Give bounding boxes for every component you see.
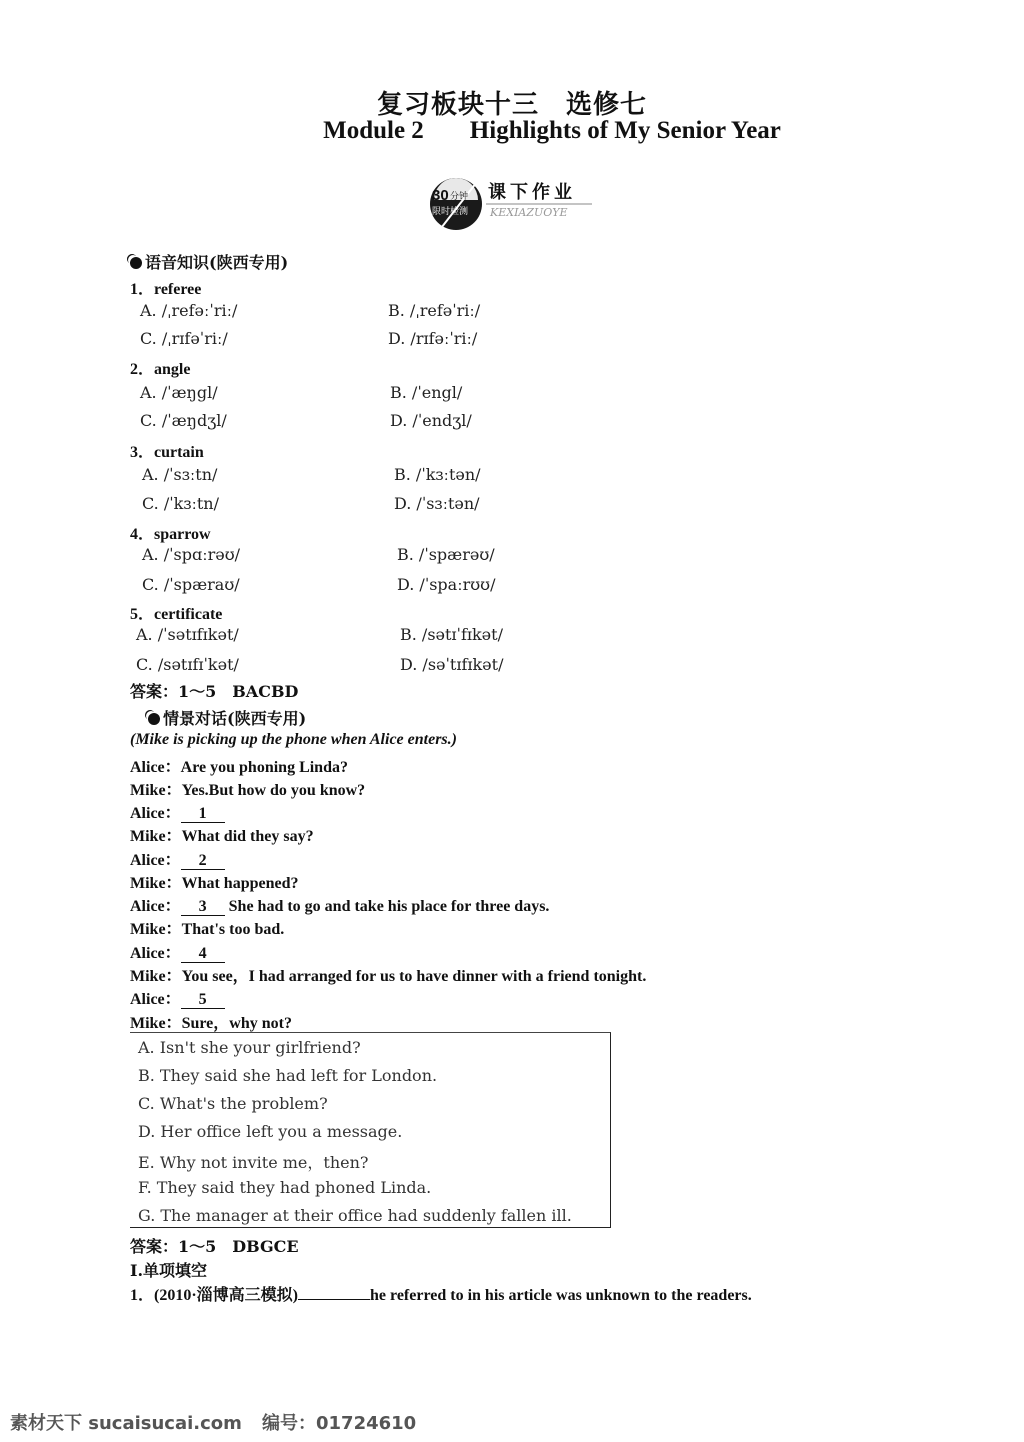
q1-option-a: A. /ˌrefəːˈriː/ bbox=[140, 301, 238, 320]
question-4: 4．sparrow bbox=[130, 526, 211, 543]
dialogue-line: Mike：What happened? bbox=[130, 875, 299, 892]
dialogue-line: Mike：Sure，why not? bbox=[130, 1015, 292, 1032]
dialogue-line: Mike：You see，I had arranged for us to have dinner with a friend tonight. bbox=[130, 968, 647, 985]
dialogue-line: Mike：That's too bad. bbox=[130, 921, 285, 938]
question-1: 1．referee bbox=[130, 281, 202, 298]
dialogue-line: Mike：What did they say? bbox=[130, 828, 314, 845]
dialogue-line: Alice： 5 bbox=[130, 986, 225, 1009]
q5-option-a: A. /ˈsətɪfɪkət/ bbox=[136, 625, 239, 644]
logo-label: 课下作业 bbox=[488, 182, 576, 203]
module-name: Highlights of My Senior Year bbox=[469, 117, 781, 144]
dialogue-option-f: F. They said they had phoned Linda. bbox=[138, 1178, 432, 1197]
q5-option-b: B. /sətɪˈfɪkət/ bbox=[400, 625, 503, 644]
logo-pinyin: KEXIAZUOYE bbox=[490, 206, 568, 219]
q1-option-c: C. /ˌrɪfəˈriː/ bbox=[140, 329, 228, 348]
blank-5: 5 bbox=[181, 992, 225, 1009]
stage-direction: (Mike is picking up the phone when Alice enters.) bbox=[130, 731, 457, 748]
dialogue-line: Alice：Are you phoning Linda? bbox=[130, 759, 348, 776]
dialogue-option-e: E. Why not invite me，then? bbox=[138, 1153, 369, 1172]
q1-option-b: B. /ˌrefəˈriː/ bbox=[388, 301, 481, 320]
q3-option-b: B. /ˈkɜːtən/ bbox=[394, 465, 481, 484]
q1-option-d: D. /rɪfəːˈriː/ bbox=[388, 329, 478, 348]
q2-option-b: B. /ˈengl/ bbox=[390, 383, 463, 402]
dialogue-line: Mike：Yes.But how do you know? bbox=[130, 782, 366, 799]
q4-option-d: D. /ˈspaːrʊʊ/ bbox=[397, 575, 496, 594]
dialogue-option-d: D. Her office left you a message. bbox=[138, 1122, 403, 1141]
q5-option-c: C. /sətɪfɪˈkət/ bbox=[136, 655, 239, 674]
dialogue-line: Alice： 1 bbox=[130, 800, 225, 823]
q3-option-d: D. /ˈsɜːtən/ bbox=[394, 494, 480, 513]
q4-option-c: C. /ˈspæraʊ/ bbox=[142, 575, 240, 594]
logo-subtitle: 限时检测 bbox=[432, 207, 469, 217]
blank-1: 1 bbox=[181, 806, 225, 823]
q4-option-b: B. /ˈspærəʊ/ bbox=[397, 545, 495, 564]
dialogue-line: Alice： 3 She had to go and take his place for three days. bbox=[130, 898, 550, 915]
module-number: Module 2 bbox=[323, 117, 424, 144]
section-dialogue-heading: 情景对话(陕西专用) bbox=[148, 706, 306, 729]
question-3: 3．curtain bbox=[130, 444, 204, 461]
section-phonetics-heading: 语音知识(陕西专用) bbox=[130, 250, 288, 273]
logo-minutes-unit: 分钟 bbox=[450, 192, 469, 202]
homework-logo bbox=[424, 170, 594, 240]
section2-answer: 答案：1～5 DBGCE bbox=[130, 1237, 299, 1256]
bullet-icon bbox=[130, 257, 142, 269]
blank-3: 3 bbox=[181, 899, 225, 916]
section1-answer: 答案：1～5 BACBD bbox=[130, 682, 299, 701]
section-single-choice-heading: Ⅰ.单项填空 bbox=[130, 1261, 208, 1280]
blank-4: 4 bbox=[181, 946, 225, 963]
logo-minutes: 30 bbox=[432, 187, 449, 204]
page-title: 复习板块十三 选修七 bbox=[376, 90, 647, 120]
dialogue-option-c: C. What's the problem? bbox=[138, 1094, 328, 1113]
module-title bbox=[0, 117, 1024, 145]
watermark-site: 素材天下 sucaisucai.com bbox=[10, 1413, 242, 1434]
dialogue-line: Alice： 2 bbox=[130, 847, 225, 870]
dialogue-option-b: B. They said she had left for London. bbox=[138, 1066, 438, 1085]
q5-option-d: D. /səˈtɪfɪkət/ bbox=[400, 655, 504, 674]
single-choice-question-1: 1．(2010·淄博高三模拟) he referred to in his article was unknown to the readers. bbox=[130, 1287, 752, 1304]
bullet-icon bbox=[148, 713, 160, 725]
q3-option-c: C. /ˈkɜːtn/ bbox=[142, 494, 219, 513]
q4-option-a: A. /ˈspɑːrəʊ/ bbox=[142, 545, 241, 564]
question-5: 5．certificate bbox=[130, 606, 223, 623]
q3-option-a: A. /ˈsɜːtn/ bbox=[142, 465, 218, 484]
dialogue-line: Alice： 4 bbox=[130, 940, 225, 963]
answer-blank bbox=[298, 1285, 370, 1300]
q2-option-c: C. /ˈæŋdʒl/ bbox=[140, 411, 227, 430]
q2-option-a: A. /ˈæŋgl/ bbox=[140, 383, 218, 402]
q2-option-d: D. /ˈendʒl/ bbox=[390, 411, 472, 430]
question-2: 2．angle bbox=[130, 361, 191, 378]
dialogue-option-a: A. Isn't she your girlfriend? bbox=[138, 1038, 361, 1057]
watermark-id: 编号：01724610 bbox=[262, 1413, 417, 1434]
blank-2: 2 bbox=[181, 853, 225, 870]
dialogue-option-g: G. The manager at their office had suddenly fallen ill. bbox=[138, 1206, 572, 1225]
